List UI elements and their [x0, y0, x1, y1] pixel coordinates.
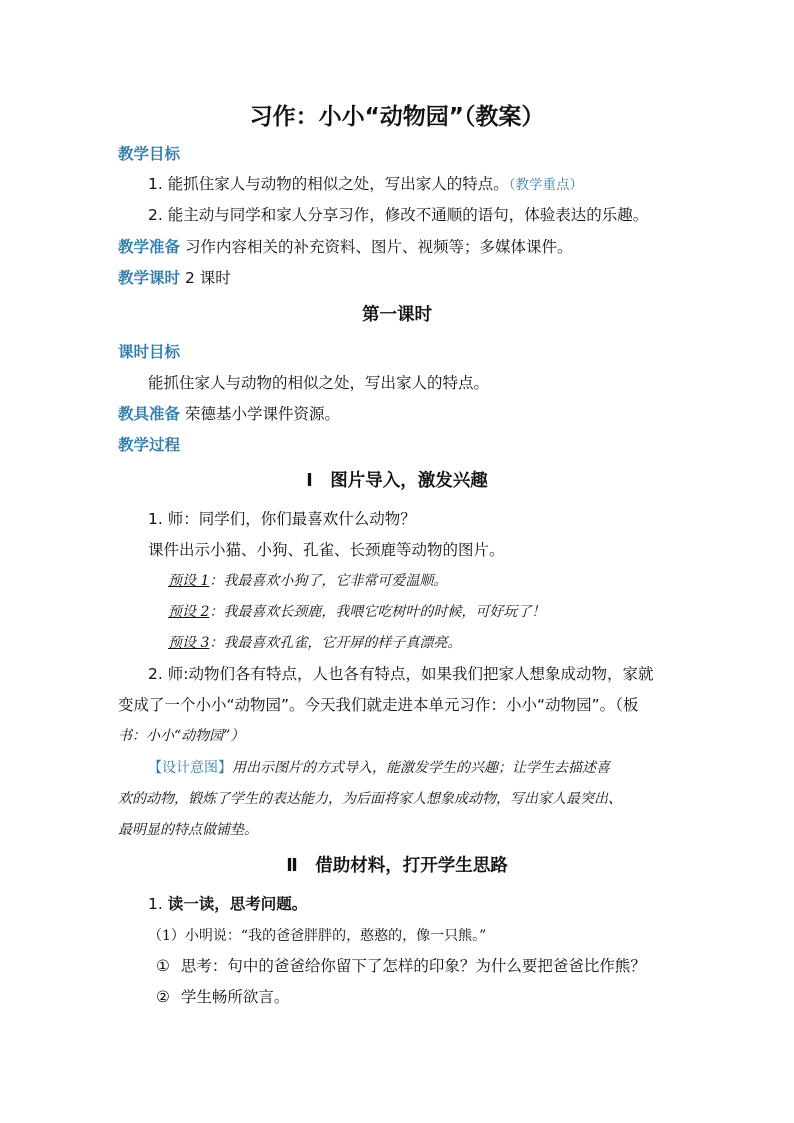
goal-item-2-text: 能主动与同学和家人分享习作，修改不通顺的语句，体验表达的乐趣。	[167, 206, 649, 224]
goal-item-1	[148, 173, 583, 196]
preset-3-label: 预设 3	[168, 635, 210, 651]
preset-3-text: ：我最喜欢孔雀，它开屏的样子真漂亮。	[209, 635, 462, 651]
section2-r1-sub1-text: （1）小明说：“我的爸爸胖胖的，憨憨的，像一只熊。”	[148, 928, 487, 944]
design-intent-line1	[148, 757, 610, 779]
section2-r1	[148, 893, 307, 915]
preset-1-label: 预设 1	[168, 573, 210, 589]
design-intent-text1: 用出示图片的方式导入，能激发学生的兴趣；让学生去描述喜	[232, 760, 610, 776]
document-title: 习作：小小“动物园”（教案）	[249, 104, 545, 130]
goal-item-1-num: 1.	[148, 175, 163, 193]
section2-heading: Ⅱ 借助材料，打开学生思路	[286, 856, 508, 876]
design-intent-line3: 最明显的特点做铺垫。	[118, 822, 258, 838]
prep-label: 教学准备	[118, 238, 181, 256]
prep-text: 习作内容相关的补充资料、图片、视频等；多媒体课件。	[184, 238, 573, 256]
section1-q1-num: 1.	[148, 510, 163, 528]
section1-q2-num: 2.	[148, 665, 163, 683]
preset-2-text: ：我最喜欢长颈鹿，我喂它吃树叶的时候，可好玩了！	[209, 604, 546, 620]
prep-line	[118, 236, 572, 258]
goals-label: 教学目标	[118, 145, 181, 163]
design-intent-line2: 欢的动物，锻炼了学生的表达能力，为后面将家人想象成动物，写出家人最突出、	[118, 791, 622, 807]
tools-line	[118, 403, 340, 425]
section1-q1-text: 师：同学们，你们最喜欢什么动物？	[167, 510, 416, 528]
section2-r1-text: 读一读，思考问题。	[167, 895, 308, 913]
hours-line	[118, 267, 231, 289]
section1-q2-text1: :动物们各有特点，人也各有特点，如果我们把家人想象成动物，家就	[183, 665, 654, 683]
preset-3	[168, 632, 461, 654]
tools-label: 教具准备	[118, 405, 181, 423]
circled-two: ②	[156, 988, 170, 1006]
hours-num: 2	[184, 269, 195, 287]
circled-one: ①	[156, 957, 170, 975]
goal-item-2-num: 2.	[148, 206, 163, 224]
lesson1-heading: 第一课时	[362, 305, 432, 325]
hours-unit: 课时	[199, 269, 231, 287]
lesson1-goal-label: 课时目标	[118, 343, 181, 361]
section1-heading: Ⅰ 图片导入，激发兴趣	[306, 471, 488, 491]
section1-q1-sub: 课件出示小猫、小狗、孔雀、长颈鹿等动物的图片。	[148, 541, 505, 559]
preset-2-label: 预设 2	[168, 604, 210, 620]
hours-label: 教学课时	[118, 269, 181, 287]
preset-1	[168, 570, 447, 592]
section1-q2-line1	[148, 663, 653, 685]
section2-q1-text: 思考：句中的爸爸给你留下了怎样的印象？为什么要把爸爸比作熊？	[180, 957, 646, 975]
tools-text: 荣德基小学课件资源。	[184, 405, 340, 423]
section2-r1-num: 1.	[148, 895, 163, 913]
section1-q2-line3: 书：小小“动物园”）	[118, 728, 245, 744]
section2-r1-sub1	[148, 924, 486, 947]
section1-q2-lead: 师	[167, 665, 184, 683]
lesson1-goal-text: 能抓住家人与动物的相似之处，写出家人的特点。	[148, 374, 490, 392]
section2-q2-text: 学生畅所欲言。	[180, 988, 290, 1006]
section2-q1	[156, 955, 646, 977]
preset-1-text: ：我最喜欢小狗了，它非常可爱温顺。	[209, 573, 448, 589]
section1-q1	[148, 508, 416, 530]
process-label: 教学过程	[118, 436, 181, 454]
section1-q2-line2: 变成了一个小小“动物园”。今天我们就走进本单元习作：小小“动物园”。（板	[118, 696, 639, 714]
goal-item-1-note: （教学重点）	[508, 177, 583, 193]
section2-q2	[156, 986, 289, 1008]
goal-item-2	[148, 204, 648, 226]
design-intent-label: 【设计意图】	[148, 760, 232, 776]
preset-2	[168, 601, 545, 623]
goal-item-1-text: 能抓住家人与动物的相似之处，写出家人的特点。	[167, 175, 509, 193]
